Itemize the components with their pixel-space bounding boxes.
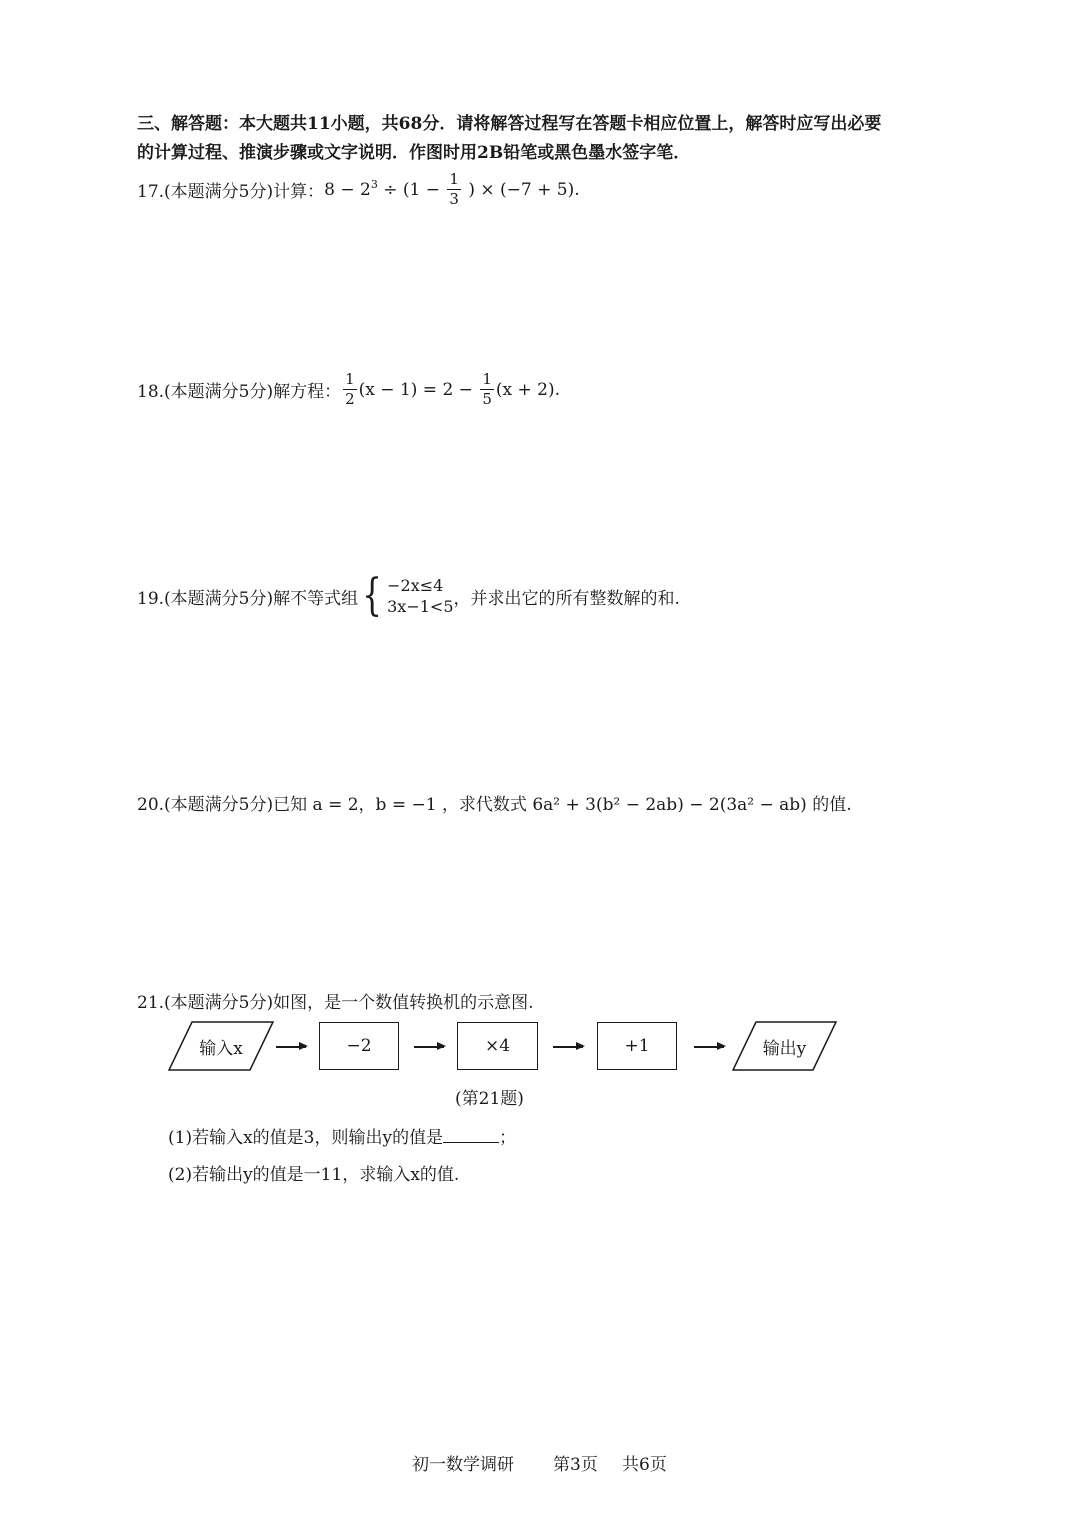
q17-frac-denominator: 3 bbox=[449, 190, 459, 208]
q18-tail: (x + 2). bbox=[495, 379, 560, 400]
q17-expr-b: ÷ (1 − bbox=[377, 179, 446, 200]
q17-fraction bbox=[447, 172, 461, 207]
arrow-right-icon bbox=[553, 1046, 583, 1048]
q18-f2-numerator: 1 bbox=[482, 370, 492, 388]
figure-caption: (第21题) bbox=[455, 1089, 524, 1109]
q17-exponent: 3 bbox=[370, 178, 378, 191]
q18-label: 18.(本题满分5分)解方程： bbox=[137, 382, 342, 402]
q18-f1-denominator: 2 bbox=[345, 390, 355, 408]
flow-output-label: 输出y bbox=[762, 1038, 807, 1059]
q21-subquestion-1 bbox=[168, 1123, 516, 1148]
left-brace-icon: { bbox=[362, 570, 382, 621]
q21-subquestion-2: (2)若输出y的值是一11，求输入x的值. bbox=[168, 1165, 460, 1185]
q21-sub1-end: ； bbox=[499, 1128, 517, 1148]
q18-fraction-1 bbox=[343, 372, 357, 407]
question-18 bbox=[137, 372, 560, 407]
question-20 bbox=[137, 790, 852, 815]
question-17 bbox=[137, 172, 580, 207]
arrow-right-icon bbox=[276, 1046, 306, 1048]
footer-page-number: 第3页 bbox=[553, 1455, 598, 1475]
section-header-line-2: 的计算过程、推演步骤或文字说明．作图时用2B铅笔或黑色墨水签字笔． bbox=[137, 143, 691, 163]
footer-subject: 初一数学调研 bbox=[412, 1455, 514, 1475]
q21-sub1-text: (1)若输入x的值是3，则输出y的值是 bbox=[168, 1128, 444, 1148]
q18-fraction-2 bbox=[480, 372, 494, 407]
q17-expr-c: ) × (−7 + 5). bbox=[462, 179, 580, 200]
question-19 bbox=[137, 570, 680, 621]
q17-expr-a: 8 − 2 bbox=[324, 179, 371, 200]
q19-inequality-system bbox=[358, 570, 454, 621]
arrow-right-icon bbox=[414, 1046, 444, 1048]
q20-label: 20.(本题满分5分)已知 bbox=[137, 795, 308, 815]
q19-inequality-2: 3x−1<5 bbox=[387, 597, 454, 616]
answer-blank[interactable] bbox=[443, 1128, 499, 1143]
flow-input-label: 输入x bbox=[199, 1038, 243, 1059]
q19-inequality-1: −2x≤4 bbox=[387, 576, 444, 595]
question-21-label: 21.(本题满分5分)如图，是一个数值转换机的示意图. bbox=[137, 993, 534, 1013]
q20-text: ，求代数式 bbox=[441, 795, 527, 815]
q18-f1-numerator: 1 bbox=[345, 370, 355, 388]
footer-total-pages: 共6页 bbox=[622, 1455, 667, 1475]
q20-given: a = 2，b = −1 bbox=[312, 795, 437, 815]
arrow-right-icon bbox=[694, 1046, 724, 1048]
q17-frac-numerator: 1 bbox=[449, 170, 459, 188]
flow-step-add: +1 bbox=[597, 1022, 677, 1070]
flow-step-multiply: ×4 bbox=[457, 1022, 538, 1070]
q19-tail: ，并求出它的所有整数解的和. bbox=[453, 588, 680, 609]
section-header-line-1: 三、解答题：本大题共11小题，共68分．请将解答过程写在答题卡相应位置上，解答时应写出必要 bbox=[137, 114, 882, 134]
q19-label: 19.(本题满分5分)解不等式组 bbox=[137, 588, 359, 609]
q18-f2-denominator: 5 bbox=[482, 390, 492, 408]
flow-step-subtract: −2 bbox=[319, 1022, 399, 1070]
q18-middle: (x − 1) = 2 − bbox=[358, 379, 479, 400]
q17-label: 17.(本题满分5分)计算： bbox=[137, 182, 325, 202]
q20-tail: 的值. bbox=[812, 795, 852, 815]
q20-expression: 6a² + 3(b² − 2ab) − 2(3a² − ab) bbox=[532, 795, 807, 815]
